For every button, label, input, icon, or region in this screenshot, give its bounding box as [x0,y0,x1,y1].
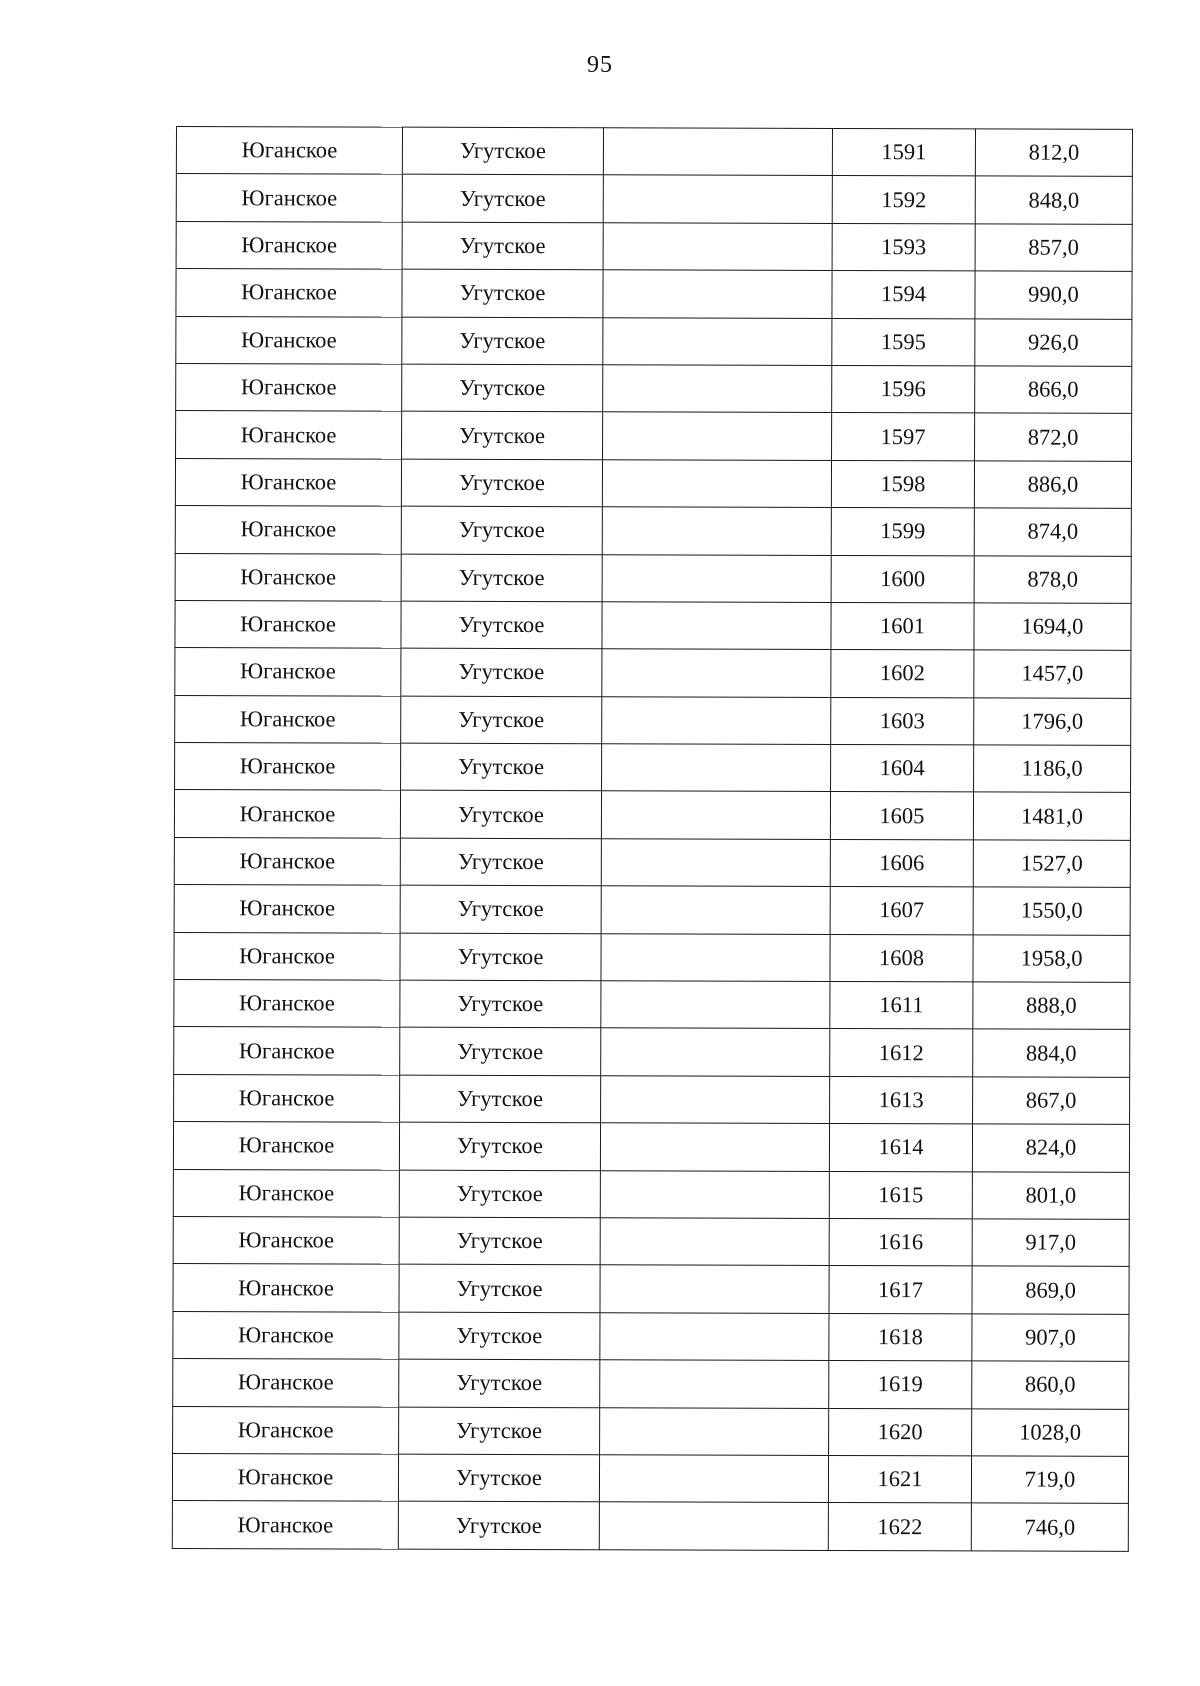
cell-plot-number: 1597 [832,413,975,461]
cell-plot-number: 1591 [832,128,975,176]
cell-empty [603,412,832,460]
cell-field-name: Юганское [175,743,401,791]
cell-area-name: Угутское [402,222,603,270]
cell-value: 1796,0 [974,698,1131,746]
data-table [172,126,1133,1552]
cell-empty [601,1076,830,1124]
table-row [172,1453,1128,1503]
cell-field-name: Юганское [175,553,401,601]
cell-value: 1527,0 [973,840,1130,888]
cell-empty [601,839,830,887]
table-row [175,458,1131,508]
table-row [175,648,1131,698]
cell-field-name: Юганское [174,932,400,980]
cell-field-name: Юганское [172,1501,398,1549]
cell-area-name: Угутское [399,1170,600,1218]
cell-value: 1694,0 [974,603,1131,651]
cell-area-name: Угутское [399,1217,600,1265]
cell-area-name: Угутское [398,1501,599,1549]
cell-empty [603,365,832,413]
table-row [174,790,1130,840]
cell-field-name: Юганское [174,1027,400,1075]
cell-plot-number: 1614 [829,1124,972,1172]
table-row [176,127,1132,177]
cell-empty [601,791,830,839]
cell-area-name: Угутское [401,648,602,696]
cell-field-name: Юганское [175,458,401,506]
table-row [176,221,1132,271]
cell-value: 888,0 [973,982,1130,1030]
cell-field-name: Юганское [174,1074,400,1122]
cell-area-name: Угутское [399,1122,600,1170]
cell-plot-number: 1594 [832,271,975,319]
table-row [173,1311,1129,1361]
cell-plot-number: 1598 [831,460,974,508]
cell-field-name: Юганское [176,221,402,269]
cell-plot-number: 1616 [829,1218,972,1266]
cell-area-name: Угутское [401,601,602,649]
cell-plot-number: 1619 [829,1361,972,1409]
cell-empty [600,1170,829,1218]
cell-value: 867,0 [973,1077,1130,1125]
cell-field-name: Юганское [173,1169,399,1217]
cell-value: 812,0 [975,129,1132,177]
table-row [176,174,1132,224]
cell-area-name: Угутское [400,933,601,981]
table-row [176,363,1132,413]
cell-field-name: Юганское [174,790,400,838]
cell-value: 1550,0 [973,887,1130,935]
cell-empty [601,1028,830,1076]
table-row [175,600,1131,650]
cell-area-name: Угутское [399,1265,600,1313]
cell-field-name: Юганское [174,980,400,1028]
cell-value: 801,0 [972,1171,1129,1219]
table-row [172,1501,1128,1551]
cell-empty [603,270,832,318]
cell-field-name: Юганское [173,1406,399,1454]
cell-plot-number: 1621 [828,1455,971,1503]
cell-plot-number: 1617 [829,1266,972,1314]
cell-value: 884,0 [973,1029,1130,1077]
cell-plot-number: 1611 [830,981,973,1029]
cell-area-name: Угутское [402,127,603,175]
cell-value: 746,0 [971,1503,1128,1551]
cell-value: 1481,0 [973,792,1130,840]
cell-plot-number: 1595 [832,318,975,366]
cell-plot-number: 1605 [830,792,973,840]
cell-value: 869,0 [972,1266,1129,1314]
cell-value: 1028,0 [972,1408,1129,1456]
cell-plot-number: 1622 [828,1503,971,1551]
cell-field-name: Юганское [173,1122,399,1170]
cell-value: 917,0 [972,1219,1129,1267]
cell-area-name: Угутское [401,696,602,744]
cell-plot-number: 1599 [831,508,974,556]
cell-value: 719,0 [971,1456,1128,1504]
cell-area-name: Угутское [402,269,603,317]
cell-field-name: Юганское [176,127,402,175]
cell-value: 907,0 [972,1314,1129,1362]
cell-area-name: Угутское [398,1454,599,1502]
table-row [174,1027,1130,1077]
cell-empty [600,1123,829,1171]
cell-value: 872,0 [975,413,1132,461]
cell-plot-number: 1596 [832,365,975,413]
cell-plot-number: 1607 [830,887,973,935]
cell-empty [599,1502,828,1550]
cell-value: 990,0 [975,271,1132,319]
cell-plot-number: 1606 [830,839,973,887]
cell-plot-number: 1600 [831,555,974,603]
cell-value: 926,0 [975,318,1132,366]
cell-area-name: Угутское [401,459,602,507]
cell-empty [600,1218,829,1266]
cell-field-name: Юганское [176,174,402,222]
cell-field-name: Юганское [175,695,401,743]
cell-field-name: Юганское [172,1453,398,1501]
table-row [175,695,1131,745]
cell-plot-number: 1601 [831,602,974,650]
table-row [173,1216,1129,1266]
cell-plot-number: 1613 [830,1076,973,1124]
cell-value: 878,0 [974,555,1131,603]
cell-empty [602,507,831,555]
cell-plot-number: 1615 [829,1171,972,1219]
cell-area-name: Угутское [399,1312,600,1360]
cell-value: 874,0 [974,508,1131,556]
table-row [173,1264,1129,1314]
cell-area-name: Угутское [399,1407,600,1455]
cell-field-name: Юганское [175,600,401,648]
cell-value: 824,0 [972,1124,1129,1172]
cell-empty [602,744,831,792]
cell-empty [600,1313,829,1361]
cell-area-name: Угутское [402,175,603,223]
table-row [173,1406,1129,1456]
table-row [176,316,1132,366]
cell-area-name: Угутское [401,743,602,791]
cell-empty [603,223,832,271]
cell-plot-number: 1602 [831,650,974,698]
cell-plot-number: 1608 [830,934,973,982]
cell-empty [600,1407,829,1455]
cell-area-name: Угутское [400,791,601,839]
table-row [173,1359,1129,1409]
cell-area-name: Угутское [401,554,602,602]
cell-area-name: Угутское [400,1028,601,1076]
cell-empty [601,886,830,934]
cell-area-name: Угутское [401,506,602,554]
cell-empty [602,460,831,508]
cell-area-name: Угутское [399,1359,600,1407]
cell-plot-number: 1618 [829,1313,972,1361]
cell-plot-number: 1620 [829,1408,972,1456]
cell-field-name: Юганское [176,411,402,459]
table-body [172,127,1132,1552]
cell-plot-number: 1612 [830,1029,973,1077]
cell-value: 1958,0 [973,935,1130,983]
cell-field-name: Юганское [175,506,401,554]
cell-field-name: Юганское [176,363,402,411]
cell-empty [601,933,830,981]
table-row [174,1074,1130,1124]
table-row [174,932,1130,982]
cell-value: 1457,0 [974,650,1131,698]
cell-empty [601,981,830,1029]
cell-plot-number: 1592 [832,176,975,224]
table-row [174,980,1130,1030]
table-row [175,506,1131,556]
cell-field-name: Юганское [173,1216,399,1264]
table-row [175,553,1131,603]
cell-empty [603,175,832,223]
cell-empty [600,1360,829,1408]
cell-area-name: Угутское [400,980,601,1028]
cell-value: 866,0 [975,366,1132,414]
table-row [173,1122,1129,1172]
cell-plot-number: 1604 [831,745,974,793]
cell-area-name: Угутское [402,364,603,412]
cell-empty [599,1455,828,1503]
cell-plot-number: 1603 [831,697,974,745]
cell-empty [603,128,832,176]
cell-field-name: Юганское [174,885,400,933]
cell-value: 848,0 [975,176,1132,224]
table-row [176,269,1132,319]
table-row [174,837,1130,887]
table-row [173,1169,1129,1219]
cell-area-name: Угутское [400,838,601,886]
table-row [176,411,1132,461]
table-row [174,885,1130,935]
cell-field-name: Юганское [174,837,400,885]
cell-empty [600,1265,829,1313]
cell-plot-number: 1593 [832,223,975,271]
cell-empty [602,602,831,650]
page-number: 95 [587,52,613,78]
cell-value: 1186,0 [974,745,1131,793]
cell-area-name: Угутское [400,1075,601,1123]
table-row [175,743,1131,793]
cell-empty [602,554,831,602]
cell-value: 886,0 [974,461,1131,509]
cell-field-name: Юганское [173,1311,399,1359]
cell-empty [602,696,831,744]
cell-value: 857,0 [975,224,1132,272]
cell-field-name: Юганское [173,1264,399,1312]
cell-empty [603,317,832,365]
cell-value: 860,0 [972,1361,1129,1409]
cell-area-name: Угутское [402,317,603,365]
cell-field-name: Юганское [173,1359,399,1407]
cell-field-name: Юганское [176,269,402,317]
cell-empty [602,649,831,697]
cell-field-name: Юганское [176,316,402,364]
cell-field-name: Юганское [175,648,401,696]
cell-area-name: Угутское [402,412,603,460]
cell-area-name: Угутское [400,885,601,933]
